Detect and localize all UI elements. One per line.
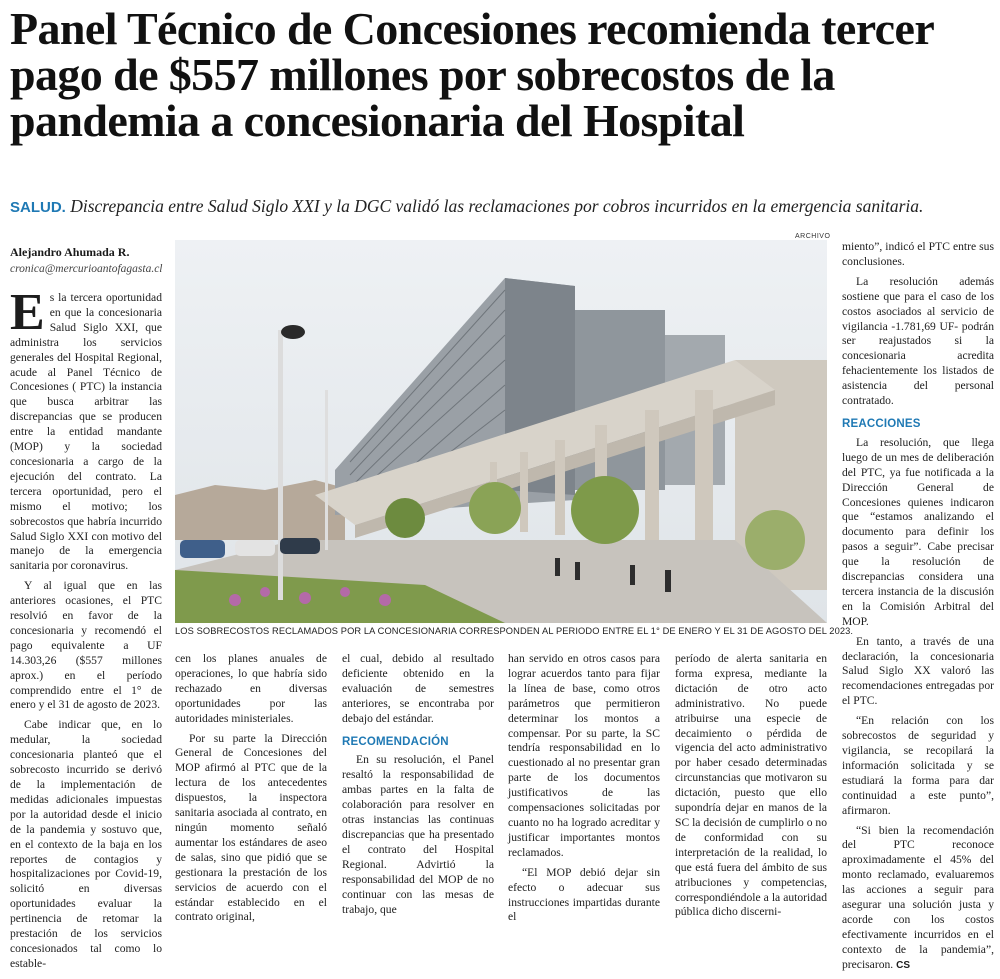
- section-heading-reacciones: REACCIONES: [842, 417, 921, 430]
- paragraph: La resolución, que llega luego de un mes de deliberación del PTC, ya fue notificada a la Dirección General de Concesiones quienes indicaron que “estamos analizando el documento para definir los pasos a seguir”. Cabe precisar que la resolución de discrepancias considera una tercera instancia de la discusión en la Comisión Arbitral del MOP.: [842, 435, 994, 628]
- paragraph: [842, 824, 994, 974]
- subheading-text: Discrepancia entre Salud Siglo XXI y la DGC validó las reclamaciones por cobros incurridos en la emergencia sanitaria.: [65, 196, 924, 216]
- section-heading-recomendacion: RECOMENDACIÓN: [342, 735, 449, 748]
- hospital-photo: [175, 240, 827, 623]
- hospital-illustration: [175, 240, 827, 623]
- paragraph: La resolución además sostiene que para el caso de los costos asociados al servicio de vigilancia -1.781,69 UF- podrán ser reajustados si la concesionaria acredita fehacientemente los listados de asistencia del personal contratado.: [842, 274, 994, 408]
- photo-credit: ARCHIVO: [795, 233, 831, 240]
- byline: [10, 245, 163, 275]
- paragraph: período de alerta sanitaria en forma expresa, mediante la dictación de otro acto administrativo. No puede atribuirse una especie de decaimiento o pérdida de vigencia del acto administrativo por haber cesado determinadas circunstancias que motivaron su dictación, puesto que ello supondría dejar en manos de la SC la decisión de cumplirlo o no de conformidad con su interpretación de la realidad, lo que está fuera del ámbito de sus atribuciones y competencias, correspondiéndole a la autoridad pública dicho discerni-: [675, 652, 827, 919]
- end-mark: CS: [896, 959, 910, 971]
- paragraph: cen los planes anuales de operaciones, lo que habría sido rechazado en diversas oportunidades por las autoridades ministeriales.: [175, 652, 327, 725]
- photo-caption: LOS SOBRECOSTOS RECLAMADOS POR LA CONCESIONARIA CORRESPONDEN AL PERIODO ENTRE EL 1° DE ENERO Y EL 31 DE AGOSTO DEL 2023.: [175, 626, 854, 636]
- article-column-3: [342, 652, 494, 922]
- headline: Panel Técnico de Concesiones recomienda tercer pago de $557 millones por sobrecostos de la pandemia a concesionaria del Hospital: [10, 3, 934, 146]
- article-column-4: [508, 652, 660, 930]
- paragraph: En tanto, a través de una declaración, la concesionaria Salud Siglo XX valoró las recomendaciones entregadas por el PTC.: [842, 634, 994, 708]
- article-column-5: [675, 652, 827, 925]
- final-paragraph-text: “Si bien la recomendación del PTC reconoce aproximadamente el 45% del monto reclamado, evaluaremos las acciones a seguir para asegurar una solución justa y acorde con los costos efectivamente incurridos en el contexto de la pandemia”, precisaron.: [842, 823, 994, 971]
- section-kicker: SALUD.: [10, 199, 66, 216]
- paragraph: han servido en otros casos para lograr acuerdos tanto para fijar la línea de base, como otros parámetros que permitieron determinar los montos a compensar. Por su parte, la SC tendría responsabilidad en lo cuestionado al no presentar gran parte de los documentos justificativos de las compensaciones solicitadas por cuanto no ha logrado acreditar y justificar importantes montos reclamados.: [508, 652, 660, 859]
- paragraph: En su resolución, el Panel resaltó la responsabilidad de ambas partes en la falta de colaboración para resolver en otras instancias las continuas discrepancias que ha presentado el contrato del Hospital Regional. Advirtió la responsabilidad del MOP de no continuar con las mesas de trabajo, que: [342, 753, 494, 916]
- paragraph: miento”, indicó el PTC entre sus conclusiones.: [842, 240, 994, 268]
- paragraph: “En relación con los sobrecostos de seguridad y vigilancia, se recopilará la información solicitada y se estudiará la forma para dar continuidad a este punto”, afirmaron.: [842, 714, 994, 817]
- byline-email[interactable]: cronica@mercurioantofagasta.cl: [10, 263, 163, 275]
- article-column-1: [10, 284, 162, 977]
- drop-cap: E: [10, 284, 45, 341]
- paragraph: “El MOP debió dejar sin efecto o adecuar sus instrucciones impartidas durante el: [508, 865, 660, 924]
- paragraph: Cabe indicar que, en lo medular, la sociedad concesionaria planteó que el sobrecosto incurrido se derivó de la implementación de medidas adicionales impuestas por la autoridad desde el inicio de la pandemia y sostuvo que, en el contexto de la baja en los reportes de contagios y hospitalizaciones por Covid-19, solicitó en diversas oportunidades evaluar la pertinencia de retomar la prestación de los servicios concesionados tal como lo estable-: [10, 718, 162, 970]
- byline-author: Alejandro Ahumada R.: [10, 245, 130, 259]
- lead-paragraph-text: s la tercera oportunidad en que la concesionaria Salud Siglo XXI, que administra los servicios generales del Hospital Regional, acude al Panel Técnico de Concesiones ( PTC) la instancia que busca arbitrar las discrepancias que se producen entre la entidad mandante (MOP) y la sociedad concesionaria a cargo de la ejecución del contrato. La tercera oportunidad, pero el mismo el motivo; los sobrecostos que habría incurrido Salud Siglo XXI con motivo del manejo de la emergencia sanitaria por coronavirus.: [10, 291, 162, 573]
- paragraph: Por su parte la Dirección General de Concesiones del MOP afirmó al PTC que de la lectura de los antecedentes dispuestos, la inspectora sanitaria asociada al contrato, en ningún momento señaló aumentar los estándares de aseo de salas, sino que pidió que se gestionara la prestación de los servicios de acuerdo con el estándar establecido en el contrato original,: [175, 731, 327, 924]
- article-column-6: [842, 240, 994, 979]
- lead-paragraph: [10, 284, 162, 574]
- subheading: [10, 196, 995, 218]
- paragraph: Y al igual que en las anteriores ocasiones, el PTC resolvió en favor de la concesionaria y recomendó el pago equivalente a UF 14.303,26 ($557 millones aprox.) en el período comprendido entre el 1° de enero y el 31 de agosto de 2023.: [10, 579, 162, 712]
- paragraph: el cual, debido al resultado deficiente obtenido en la evaluación de semestres anteriores, se encontraba por debajo del estándar.: [342, 652, 494, 725]
- article-column-2: [175, 652, 327, 930]
